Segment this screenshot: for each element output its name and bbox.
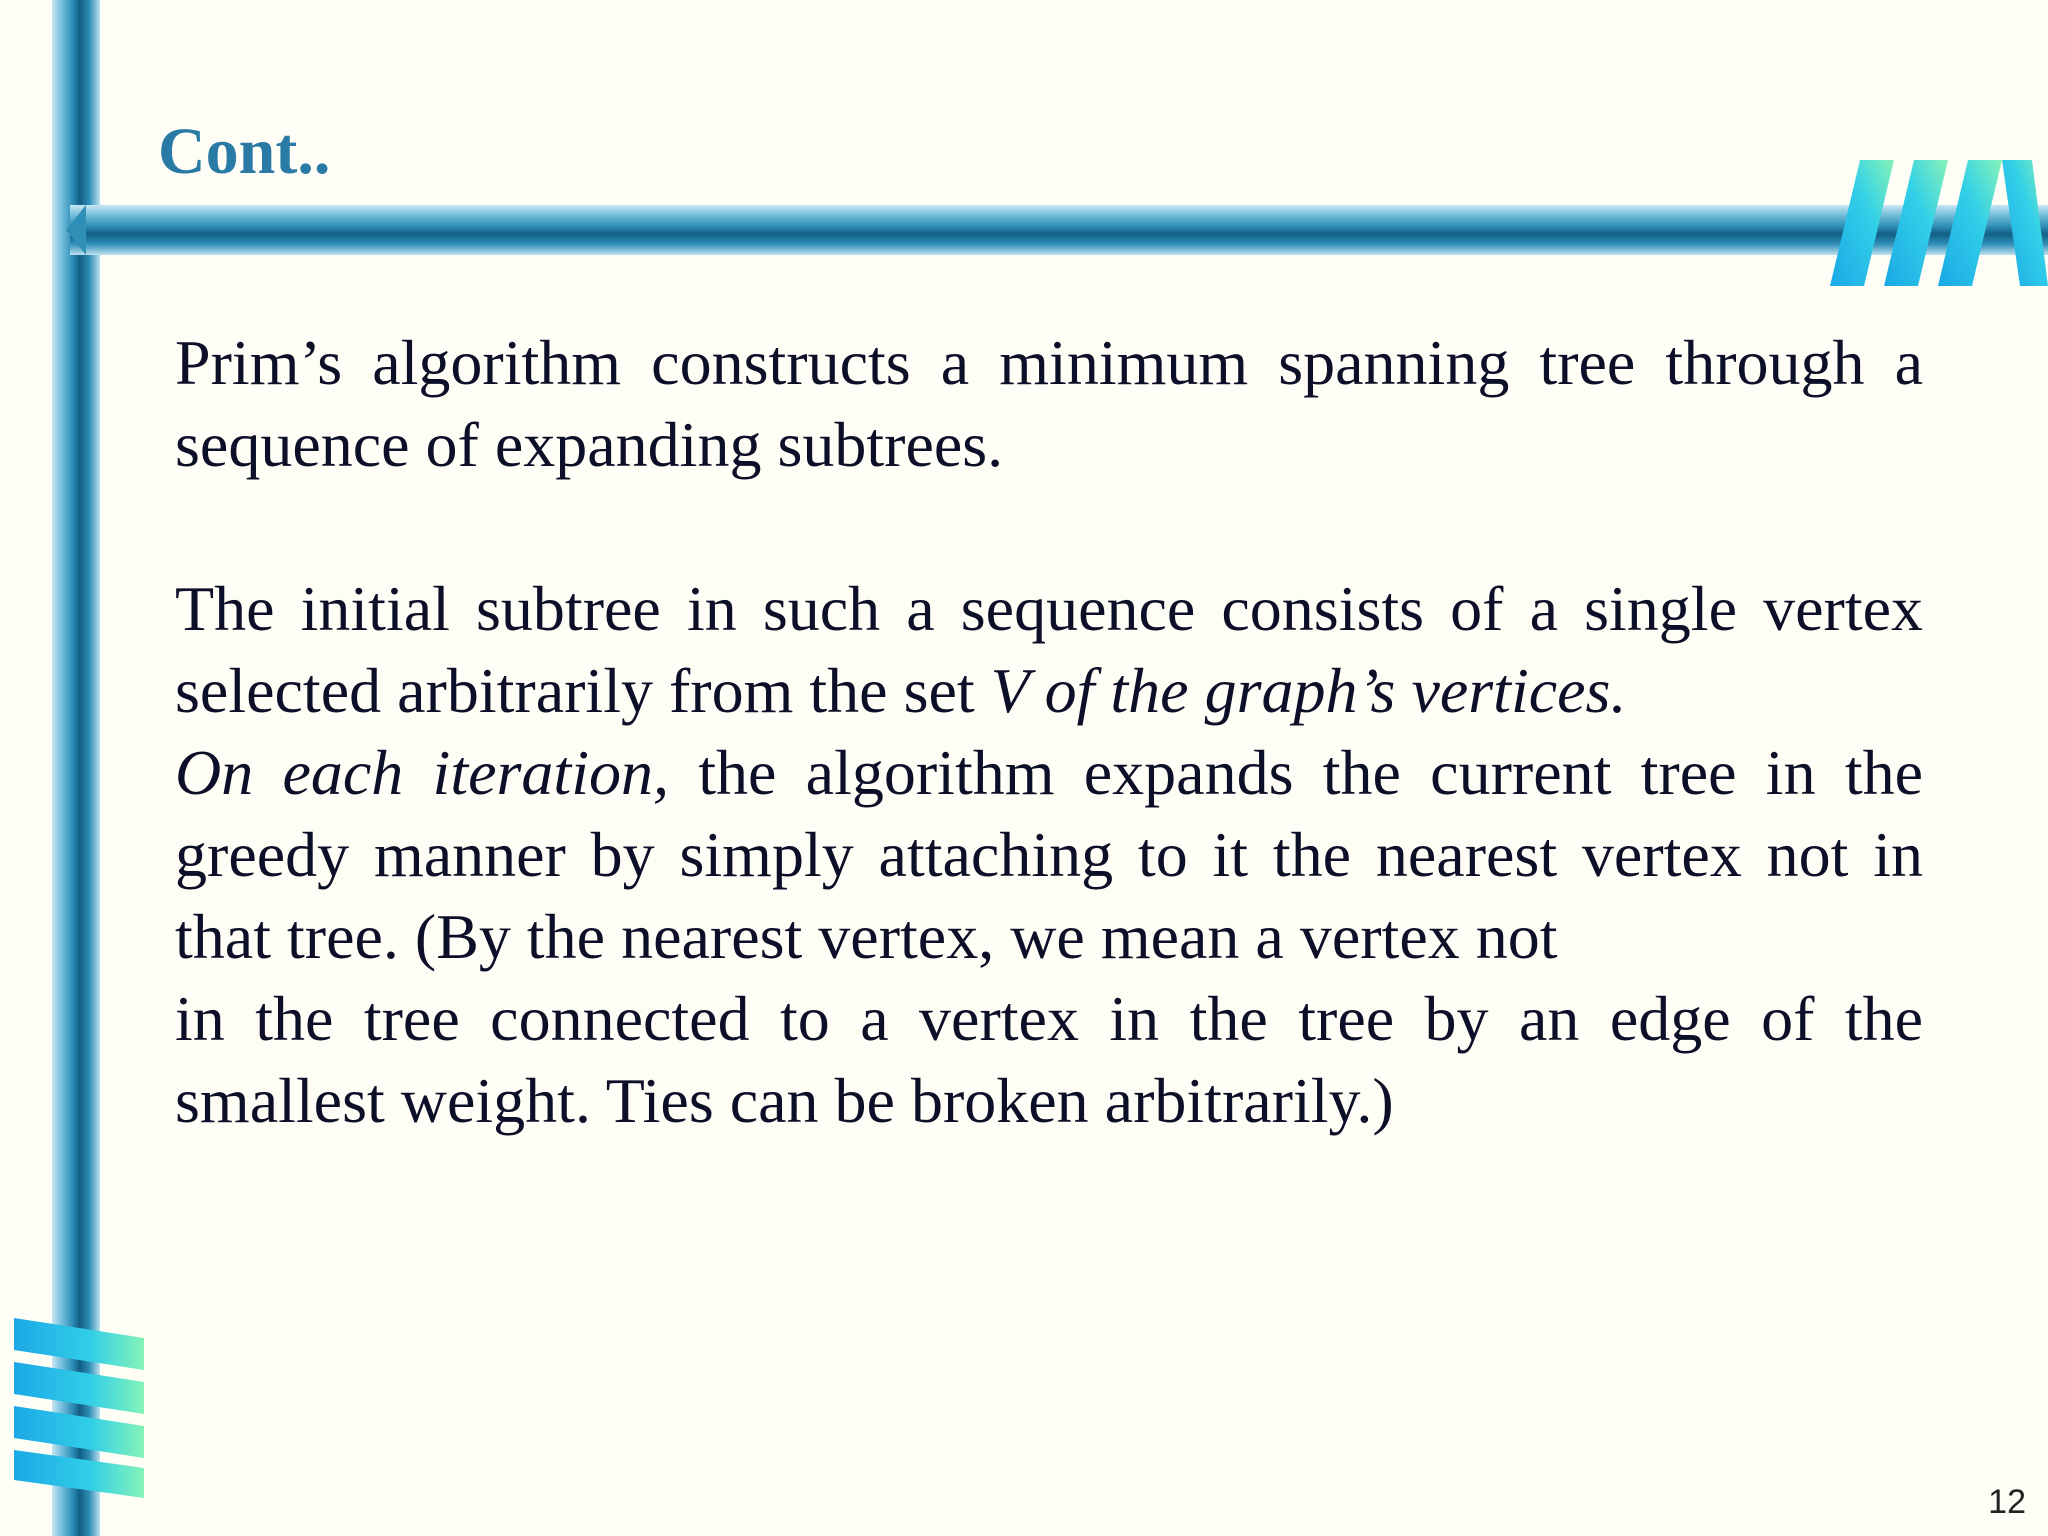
logo-stripe xyxy=(1830,160,1894,286)
paragraph-spacer xyxy=(175,486,1923,568)
logo-stripe xyxy=(2002,160,2048,286)
slide-title: Cont.. xyxy=(158,115,331,188)
logo-stripe xyxy=(1938,160,2002,286)
logo-stripe xyxy=(14,1318,144,1370)
paragraph-prim-definition: Prim’s algorithm constructs a minimum spanning tree through a sequence of expanding subtrees. xyxy=(175,327,1923,480)
page-number: 12 xyxy=(1988,1483,2026,1521)
logo-stripes-icon xyxy=(14,1318,144,1508)
paragraph-initial-subtree xyxy=(175,568,1923,732)
logo-stripes-icon xyxy=(1830,160,2048,286)
horizontal-decorative-bar xyxy=(70,205,2048,255)
paragraph-iteration xyxy=(175,732,1923,978)
paragraph-nearest-vertex-definition: in the tree connected to a vertex in the tree by an edge of the smallest weight. Ties can be broken arbitrarily.) xyxy=(175,983,1923,1136)
initial-subtree-text: The initial subtree in such a sequence consists of a single vertex selected arbitrarily from the set xyxy=(175,573,1923,726)
vertex-set-italic: V of the graph’s vertices. xyxy=(990,655,1627,726)
logo-stripe xyxy=(14,1362,144,1414)
iteration-text: the algorithm expands the current tree in the greedy manner by simply attaching to it the nearest vertex not in that tree. xyxy=(175,737,1923,972)
logo-stripe xyxy=(1884,160,1948,286)
iteration-italic: On each iteration, xyxy=(175,737,669,808)
horizontal-bar-arrow-cap xyxy=(66,205,86,255)
logo-stripe xyxy=(14,1406,144,1458)
nearest-vertex-text: (By the nearest vertex, we mean a vertex not xyxy=(398,901,1558,972)
logo-stripe xyxy=(14,1450,144,1498)
slide-body xyxy=(175,322,1923,1142)
